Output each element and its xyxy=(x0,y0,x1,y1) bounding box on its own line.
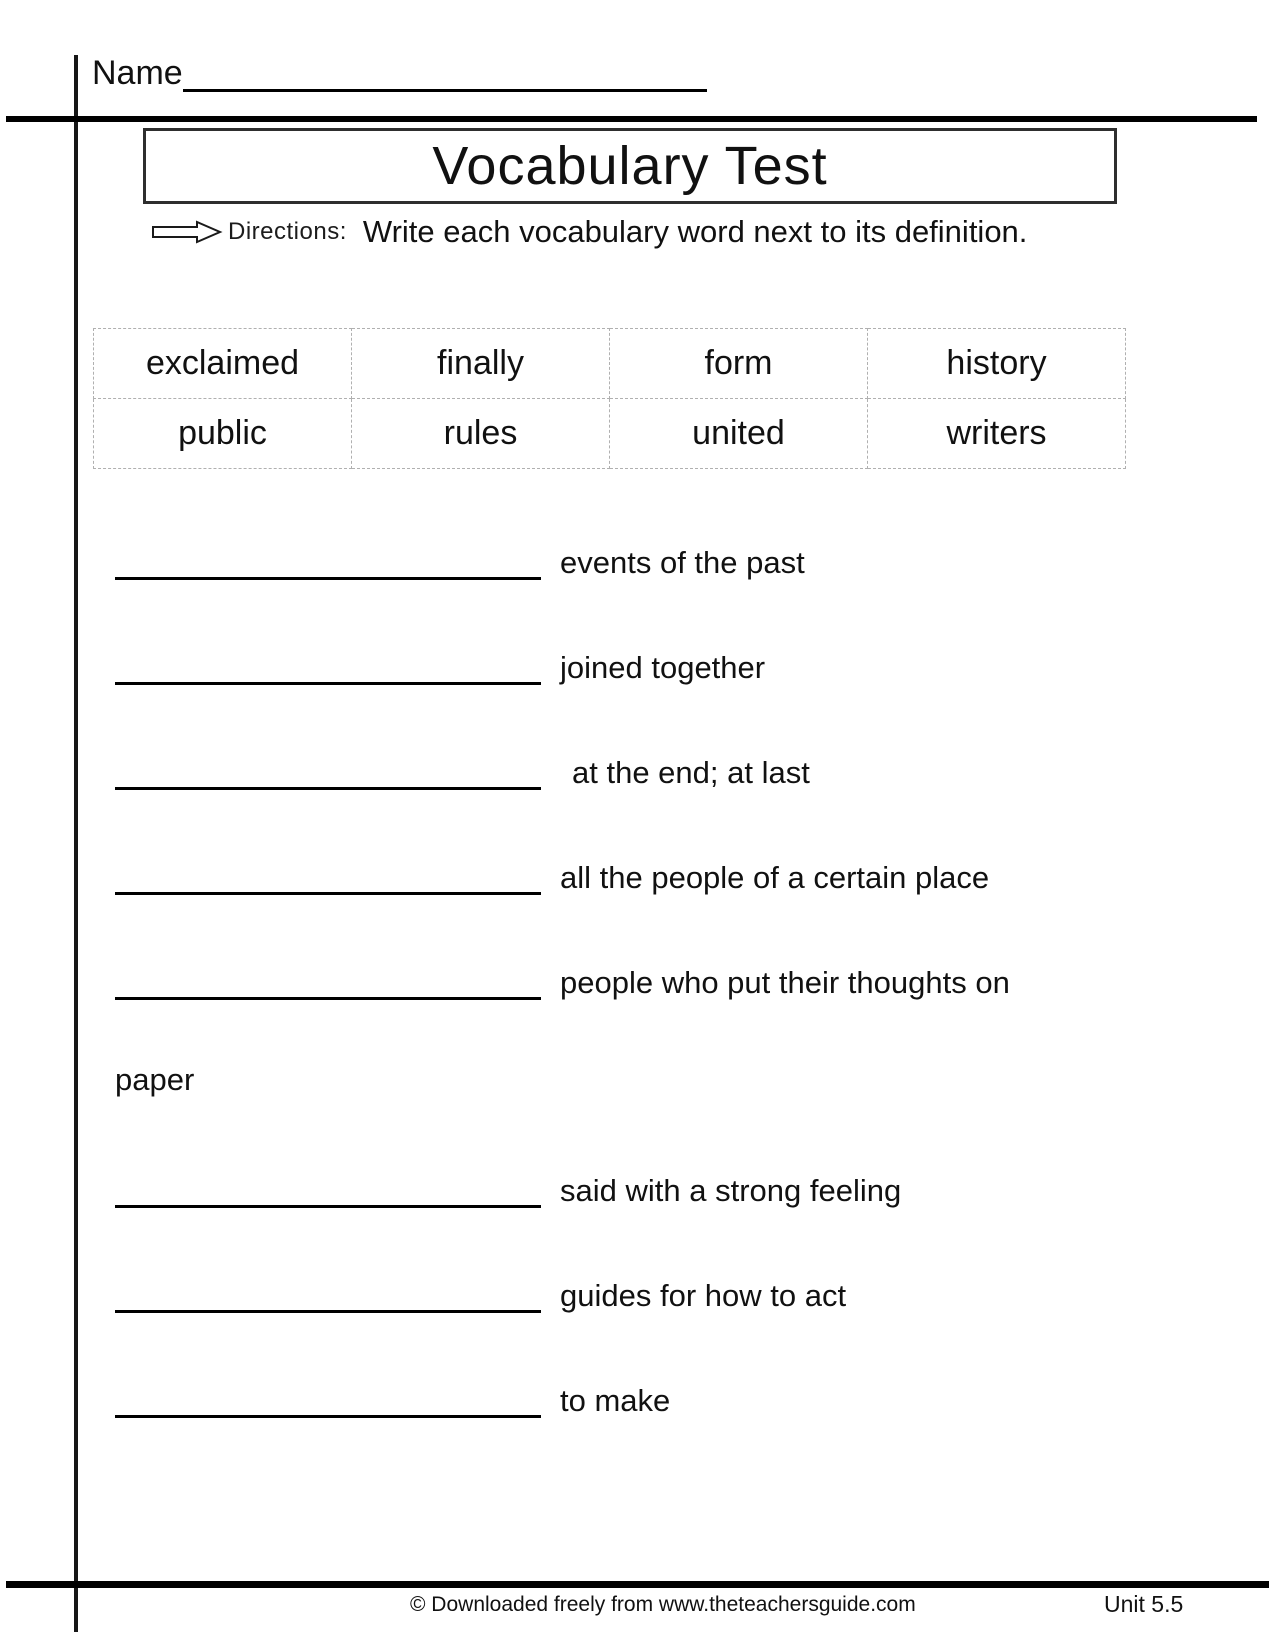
directions-text: Write each vocabulary word next to its definition. xyxy=(362,214,1028,249)
definition-text-3: at the end; at last xyxy=(572,755,810,790)
left-margin-rule xyxy=(74,55,78,1632)
word-bank-word: finally xyxy=(352,329,610,399)
word-bank-table xyxy=(93,328,1126,469)
definition-row-1 xyxy=(115,543,805,580)
name-fill-line[interactable] xyxy=(183,54,707,92)
directions-label: Directions: xyxy=(228,218,347,245)
answer-blank-line-1[interactable] xyxy=(115,540,541,580)
definition-row-5 xyxy=(115,963,1010,1000)
definition-wrap-text: paper xyxy=(115,1062,195,1097)
answer-blank-line-6[interactable] xyxy=(115,1168,541,1208)
word-bank-word: writers xyxy=(868,399,1126,469)
word-bank-row xyxy=(94,399,1126,469)
header-divider-rule xyxy=(6,116,1257,122)
name-label: Name xyxy=(92,54,183,92)
directions-row xyxy=(151,215,1027,249)
definition-row-2 xyxy=(115,648,765,685)
definition-text-7: guides for how to act xyxy=(560,1278,847,1313)
footer-unit-label: Unit 5.5 xyxy=(1104,1591,1184,1617)
definition-text-6: said with a strong feeling xyxy=(560,1173,902,1208)
word-bank-word: exclaimed xyxy=(94,329,352,399)
word-bank-word: public xyxy=(94,399,352,469)
answer-blank-line-8[interactable] xyxy=(115,1378,541,1418)
definition-row-4 xyxy=(115,858,989,895)
definition-text-8: to make xyxy=(560,1383,671,1418)
answer-blank-line-5[interactable] xyxy=(115,960,541,1000)
title-box xyxy=(143,128,1117,204)
name-row xyxy=(92,54,707,92)
answer-blank-line-2[interactable] xyxy=(115,645,541,685)
word-bank-word: form xyxy=(610,329,868,399)
definition-row-7 xyxy=(115,1276,846,1313)
page-title: Vocabulary Test xyxy=(432,136,828,196)
answer-blank-line-3[interactable] xyxy=(115,750,541,790)
definition-text-1: events of the past xyxy=(560,545,805,580)
arrow-right-icon xyxy=(151,220,223,244)
answer-blank-line-4[interactable] xyxy=(115,855,541,895)
definition-text-2: joined together xyxy=(560,650,766,685)
word-bank-word: rules xyxy=(352,399,610,469)
word-bank-row xyxy=(94,329,1126,399)
definition-text-5: people who put their thoughts on xyxy=(560,965,1010,1000)
definition-text-4: all the people of a certain place xyxy=(560,860,990,895)
answer-blank-line-7[interactable] xyxy=(115,1273,541,1313)
word-bank-word: history xyxy=(868,329,1126,399)
definition-row-3 xyxy=(115,753,810,790)
footer-divider-rule xyxy=(6,1581,1269,1588)
definition-row-8 xyxy=(115,1381,670,1418)
definition-row-6 xyxy=(115,1171,901,1208)
footer-credit: © Downloaded freely from www.theteachersguide.com xyxy=(410,1593,916,1616)
word-bank-word: united xyxy=(610,399,868,469)
